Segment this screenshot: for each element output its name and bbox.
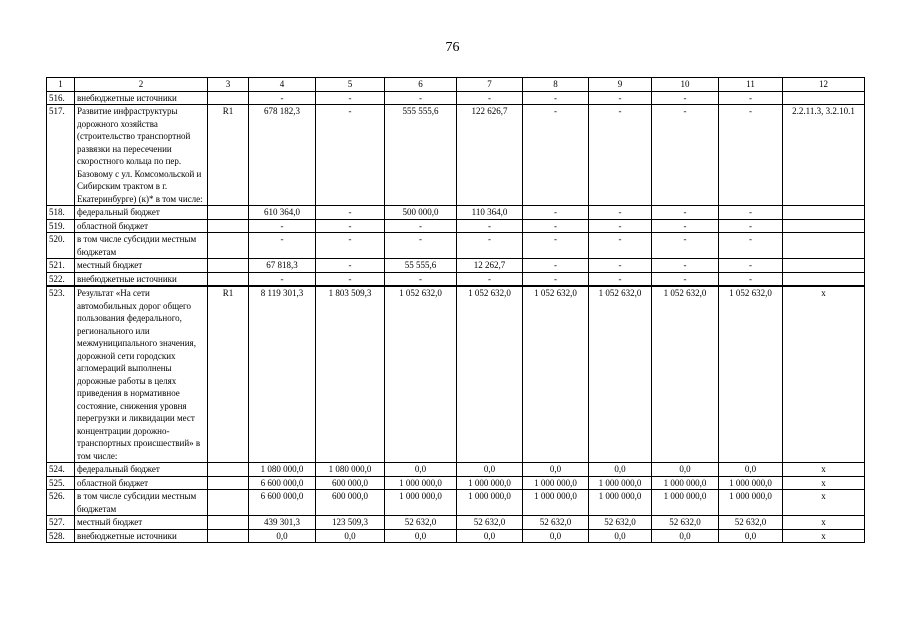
table-cell: 0,0: [457, 529, 523, 543]
column-header: 8: [523, 78, 589, 92]
table-cell: [783, 272, 865, 286]
table-cell: 524.: [47, 463, 75, 477]
table-cell: местный бюджет: [75, 516, 208, 530]
table-cell: -: [719, 206, 783, 220]
table-cell: 6 600 000,0: [249, 476, 316, 490]
table-cell: 1 080 000,0: [316, 463, 385, 477]
table-cell: -: [316, 272, 385, 286]
table-cell: x: [783, 490, 865, 516]
table-cell: 2.2.11.3, 3.2.10.1: [783, 105, 865, 206]
table-cell: -: [316, 219, 385, 233]
page-number: 76: [445, 40, 460, 55]
table-cell: 0,0: [385, 463, 457, 477]
table-cell: -: [457, 233, 523, 259]
table-cell: -: [652, 272, 719, 286]
table-cell: -: [523, 105, 589, 206]
table-cell: -: [652, 206, 719, 220]
table-cell: 1 000 000,0: [589, 490, 652, 516]
table-cell: 0,0: [249, 529, 316, 543]
table-row: [47, 233, 865, 259]
table-cell: 1 052 632,0: [589, 286, 652, 463]
table-cell: федеральный бюджет: [75, 463, 208, 477]
table-cell: [208, 219, 249, 233]
table-cell: 1 052 632,0: [652, 286, 719, 463]
table-cell: 526.: [47, 490, 75, 516]
table-cell: [208, 463, 249, 477]
table-cell: 1 052 632,0: [719, 286, 783, 463]
table-cell: -: [719, 219, 783, 233]
table-cell: областной бюджет: [75, 476, 208, 490]
table-cell: [783, 206, 865, 220]
table-cell: 6 600 000,0: [249, 490, 316, 516]
table-row: [47, 463, 865, 477]
table-row: [47, 490, 865, 516]
table-body: [47, 78, 865, 543]
column-header: 7: [457, 78, 523, 92]
table-cell: 1 052 632,0: [385, 286, 457, 463]
table-cell: x: [783, 529, 865, 543]
table-cell: 439 301,3: [249, 516, 316, 530]
table-cell: 1 052 632,0: [523, 286, 589, 463]
table-cell: -: [719, 272, 783, 286]
table-cell: 0,0: [589, 529, 652, 543]
table-cell: [783, 219, 865, 233]
table-cell: Результат «На сети автомобильных дорог общего пользования федерального, регионального или межмуниципального значения, дорожной сети городских агломераций выполнены дорожные работы в целях приведения в нормативное состояние, снижения уровня перегрузки и ликвидации мест концентрации дорожно-транспортных происшествий» в том числе:: [75, 286, 208, 463]
table-cell: 1 000 000,0: [385, 490, 457, 516]
table-cell: Развитие инфраструктуры дорожного хозяйства (строительство транспортной развязки на пересечении скоростного кольца по пер. Базовому с ул. Комсомольской и Сибирским трактом в г. Екатеринбурге) (к)* в том числе:: [75, 105, 208, 206]
table-cell: -: [719, 91, 783, 105]
table-cell: 517.: [47, 105, 75, 206]
column-header: 2: [75, 78, 208, 92]
table-cell: -: [249, 91, 316, 105]
table-cell: 500 000,0: [385, 206, 457, 220]
table-cell: [208, 529, 249, 543]
table-cell: 0,0: [719, 463, 783, 477]
table-cell: [208, 91, 249, 105]
table-cell: -: [589, 259, 652, 273]
column-header: 3: [208, 78, 249, 92]
table-cell: 0,0: [457, 463, 523, 477]
table-cell: 1 000 000,0: [385, 476, 457, 490]
table-cell: -: [652, 259, 719, 273]
column-header: 11: [719, 78, 783, 92]
table-row: [47, 259, 865, 273]
table-cell: [208, 259, 249, 273]
table-cell: 1 000 000,0: [523, 476, 589, 490]
table-cell: -: [589, 233, 652, 259]
table-cell: -: [249, 272, 316, 286]
table-cell: -: [523, 259, 589, 273]
column-header: 1: [47, 78, 75, 92]
table-cell: 1 052 632,0: [457, 286, 523, 463]
table-cell: -: [385, 233, 457, 259]
table-cell: 110 364,0: [457, 206, 523, 220]
table-cell: [208, 490, 249, 516]
table-cell: 610 364,0: [249, 206, 316, 220]
table-cell: [783, 91, 865, 105]
table-cell: 0,0: [316, 529, 385, 543]
table-row: [47, 516, 865, 530]
table-cell: -: [523, 219, 589, 233]
table-cell: 55 555,6: [385, 259, 457, 273]
table-cell: 600 000,0: [316, 490, 385, 516]
table-cell: 52 632,0: [523, 516, 589, 530]
table-cell: [208, 206, 249, 220]
table-cell: 1 000 000,0: [523, 490, 589, 516]
table-cell: R1: [208, 105, 249, 206]
table-cell: 123 509,3: [316, 516, 385, 530]
table-cell: 52 632,0: [457, 516, 523, 530]
table-cell: [208, 476, 249, 490]
column-header: 6: [385, 78, 457, 92]
table-cell: -: [316, 233, 385, 259]
table-cell: [783, 259, 865, 273]
table-cell: -: [457, 91, 523, 105]
table-cell: местный бюджет: [75, 259, 208, 273]
table-cell: -: [457, 219, 523, 233]
table-cell: областной бюджет: [75, 219, 208, 233]
table-row: [47, 529, 865, 543]
table-cell: -: [385, 272, 457, 286]
table-cell: внебюджетные источники: [75, 91, 208, 105]
table-cell: федеральный бюджет: [75, 206, 208, 220]
table-cell: 0,0: [589, 463, 652, 477]
table-cell: -: [652, 105, 719, 206]
table-cell: -: [385, 219, 457, 233]
table-cell: 518.: [47, 206, 75, 220]
table-cell: -: [316, 105, 385, 206]
table-cell: 528.: [47, 529, 75, 543]
header-row: [47, 78, 865, 92]
table-cell: 516.: [47, 91, 75, 105]
table-cell: 12 262,7: [457, 259, 523, 273]
table-cell: 52 632,0: [719, 516, 783, 530]
table-cell: 1 000 000,0: [652, 490, 719, 516]
table-cell: 525.: [47, 476, 75, 490]
table-row: [47, 476, 865, 490]
table-cell: 678 182,3: [249, 105, 316, 206]
table-cell: в том числе субсидии местным бюджетам: [75, 233, 208, 259]
table-row: [47, 286, 865, 463]
table-cell: 0,0: [652, 529, 719, 543]
table-cell: [208, 516, 249, 530]
table-cell: 1 000 000,0: [719, 490, 783, 516]
table-cell: -: [589, 272, 652, 286]
table-cell: -: [523, 272, 589, 286]
table-cell: -: [589, 105, 652, 206]
table-cell: [208, 272, 249, 286]
table-cell: 600 000,0: [316, 476, 385, 490]
table-row: [47, 206, 865, 220]
table-cell: 0,0: [385, 529, 457, 543]
table-cell: 1 000 000,0: [457, 476, 523, 490]
table-cell: x: [783, 463, 865, 477]
table-cell: -: [523, 206, 589, 220]
table-cell: -: [523, 91, 589, 105]
table-cell: 0,0: [652, 463, 719, 477]
table-cell: R1: [208, 286, 249, 463]
table-cell: 527.: [47, 516, 75, 530]
table-cell: 52 632,0: [652, 516, 719, 530]
table-cell: -: [652, 219, 719, 233]
table-cell: 555 555,6: [385, 105, 457, 206]
table-row: [47, 91, 865, 105]
table-cell: x: [783, 516, 865, 530]
table-cell: внебюджетные источники: [75, 529, 208, 543]
table-cell: -: [523, 233, 589, 259]
table-cell: 0,0: [523, 463, 589, 477]
table-cell: 1 000 000,0: [652, 476, 719, 490]
table-row: [47, 219, 865, 233]
table-cell: -: [719, 105, 783, 206]
table-cell: -: [249, 233, 316, 259]
column-header: 10: [652, 78, 719, 92]
table-cell: 52 632,0: [589, 516, 652, 530]
table-row: [47, 272, 865, 286]
table-cell: -: [719, 259, 783, 273]
table-cell: 522.: [47, 272, 75, 286]
table-cell: 1 080 000,0: [249, 463, 316, 477]
table-cell: 67 818,3: [249, 259, 316, 273]
table-cell: в том числе субсидии местным бюджетам: [75, 490, 208, 516]
table-cell: 1 000 000,0: [719, 476, 783, 490]
table-cell: -: [316, 259, 385, 273]
column-header: 4: [249, 78, 316, 92]
table-row: [47, 105, 865, 206]
table-cell: -: [249, 219, 316, 233]
table-cell: 0,0: [719, 529, 783, 543]
table-cell: 122 626,7: [457, 105, 523, 206]
table-cell: -: [316, 91, 385, 105]
column-header: 5: [316, 78, 385, 92]
table-cell: [208, 233, 249, 259]
table-cell: -: [589, 91, 652, 105]
table-cell: x: [783, 476, 865, 490]
column-header: 12: [783, 78, 865, 92]
table-cell: 520.: [47, 233, 75, 259]
table-cell: -: [457, 272, 523, 286]
table-cell: 1 000 000,0: [589, 476, 652, 490]
table-cell: 1 803 509,3: [316, 286, 385, 463]
table-cell: внебюджетные источники: [75, 272, 208, 286]
table-cell: -: [719, 233, 783, 259]
table-cell: 52 632,0: [385, 516, 457, 530]
table-cell: 521.: [47, 259, 75, 273]
table-cell: -: [589, 206, 652, 220]
table-cell: -: [316, 206, 385, 220]
table-cell: 1 000 000,0: [457, 490, 523, 516]
table-cell: -: [385, 91, 457, 105]
table-cell: [783, 233, 865, 259]
table-cell: 8 119 301,3: [249, 286, 316, 463]
column-header: 9: [589, 78, 652, 92]
table-cell: 519.: [47, 219, 75, 233]
table-cell: 523.: [47, 286, 75, 463]
table-cell: -: [652, 233, 719, 259]
table-cell: x: [783, 286, 865, 463]
table-cell: -: [652, 91, 719, 105]
budget-table: [46, 77, 865, 543]
table-cell: 0,0: [523, 529, 589, 543]
table-cell: -: [589, 219, 652, 233]
